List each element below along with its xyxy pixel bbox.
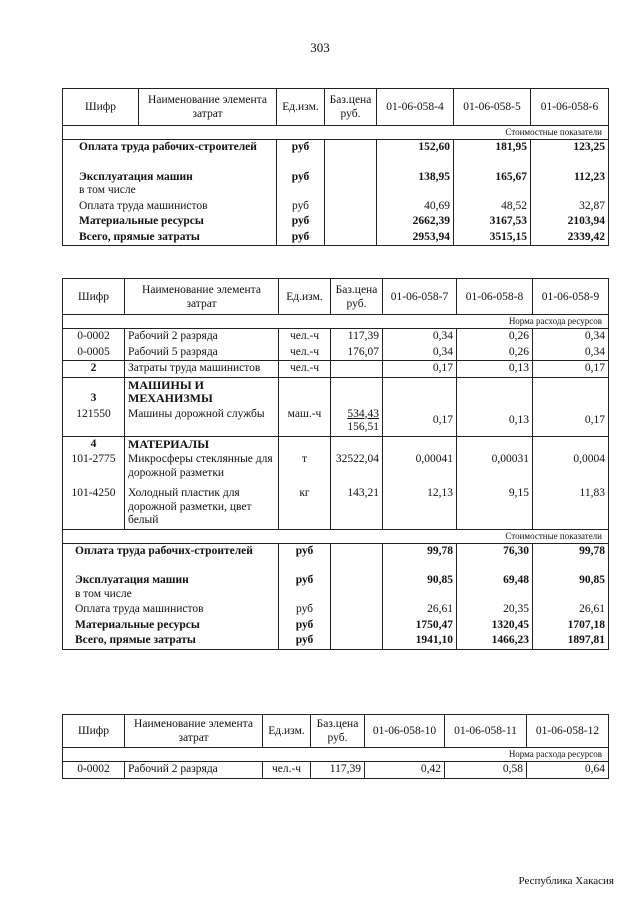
row-price: 117,39 bbox=[331, 329, 383, 345]
row-value: 90,85 bbox=[533, 573, 609, 602]
table-row bbox=[63, 486, 609, 529]
header-col-1: 01-06-058-10 bbox=[365, 715, 445, 748]
section-label-cost: Стоимостные показатели bbox=[63, 126, 609, 140]
row-name: Рабочий 5 разряда bbox=[125, 345, 279, 361]
row-value: 0,0004 bbox=[533, 452, 609, 486]
row-value: 99,78 bbox=[383, 543, 457, 573]
row-name: Эксплуатация машин bbox=[79, 170, 193, 183]
row-unit: руб bbox=[279, 543, 331, 573]
header-unit: Ед.изм. bbox=[277, 89, 325, 126]
row-value: 0,13 bbox=[457, 361, 533, 378]
section-label-norm: Норма расхода ресурсов bbox=[63, 748, 609, 762]
header-name: Наименование элемента затрат bbox=[125, 715, 263, 748]
row-value: 3167,53 bbox=[454, 214, 531, 230]
resource-table-3 bbox=[62, 714, 609, 779]
row-value: 9,15 bbox=[457, 486, 533, 529]
header-col-2: 01-06-058-5 bbox=[454, 89, 531, 126]
row-code: 101-2775 bbox=[63, 452, 125, 486]
row-unit: руб bbox=[279, 618, 331, 634]
table-row bbox=[63, 618, 609, 634]
row-name: Материальные ресурсы bbox=[63, 618, 279, 634]
row-price: 117,39 bbox=[311, 762, 365, 779]
row-value: 0,34 bbox=[383, 345, 457, 361]
row-value: 99,78 bbox=[533, 543, 609, 573]
row-price: 176,07 bbox=[331, 345, 383, 361]
row-name: Оплата труда рабочих-строителей bbox=[63, 140, 277, 170]
row-value: 2103,94 bbox=[531, 214, 609, 230]
table-row bbox=[63, 230, 609, 246]
page-number: 303 bbox=[310, 40, 330, 55]
row-value: 0,34 bbox=[533, 329, 609, 345]
row-value: 0,17 bbox=[533, 361, 609, 378]
row-name: Рабочий 2 разряда bbox=[125, 762, 263, 779]
row-value: 2953,94 bbox=[377, 230, 454, 246]
row-unit: руб bbox=[277, 170, 325, 199]
header-code: Шифр bbox=[63, 715, 125, 748]
row-value: 0,00041 bbox=[383, 452, 457, 486]
table-row bbox=[63, 170, 609, 199]
section-heading: МАШИНЫ И МЕХАНИЗМЫ bbox=[125, 377, 279, 407]
row-value: 0,34 bbox=[383, 329, 457, 345]
row-value: 0,17 bbox=[533, 407, 609, 437]
header-col-1: 01-06-058-7 bbox=[383, 279, 457, 315]
row-name: Материальные ресурсы bbox=[63, 214, 277, 230]
table-row bbox=[63, 199, 609, 215]
row-unit: руб bbox=[279, 602, 331, 618]
row-value: 2339,42 bbox=[531, 230, 609, 246]
header-col-2: 01-06-058-8 bbox=[457, 279, 533, 315]
header-name: Наименование элемента затрат bbox=[125, 279, 279, 315]
row-value: 1941,10 bbox=[383, 633, 457, 649]
table-row bbox=[63, 214, 609, 230]
row-name: Оплата труда рабочих-строителей bbox=[63, 543, 279, 573]
header-col-2: 01-06-058-11 bbox=[445, 715, 527, 748]
row-value: 0,34 bbox=[533, 345, 609, 361]
row-value: 26,61 bbox=[383, 602, 457, 618]
table-row bbox=[63, 361, 609, 378]
row-value: 181,95 bbox=[454, 140, 531, 170]
row-name: Холодный пластик для дорожной разметки, цвет белый bbox=[125, 486, 279, 529]
header-price: Баз.цена руб. bbox=[325, 89, 377, 126]
resource-table-2 bbox=[62, 278, 609, 650]
row-name: Эксплуатация машин bbox=[75, 574, 189, 586]
header-unit: Ед.изм. bbox=[263, 715, 311, 748]
header-col-1: 01-06-058-4 bbox=[377, 89, 454, 126]
row-value: 152,60 bbox=[377, 140, 454, 170]
row-value: 0,17 bbox=[383, 407, 457, 437]
table-row bbox=[63, 436, 609, 452]
table-row bbox=[63, 762, 609, 779]
row-name: Затраты труда машинистов bbox=[125, 361, 279, 378]
row-value: 112,23 bbox=[531, 170, 609, 199]
row-value: 48,52 bbox=[454, 199, 531, 215]
row-value: 69,48 bbox=[457, 573, 533, 602]
row-price: 32522,04 bbox=[331, 452, 383, 486]
row-name: Оплата труда машинистов bbox=[63, 602, 279, 618]
row-code: 0-0002 bbox=[63, 329, 125, 345]
row-unit: руб bbox=[279, 633, 331, 649]
header-name: Наименование элемента затрат bbox=[139, 89, 277, 126]
row-name: Всего, прямые затраты bbox=[63, 230, 277, 246]
row-code: 101-4250 bbox=[63, 486, 125, 529]
row-value: 1707,18 bbox=[533, 618, 609, 634]
row-price: 534,43 bbox=[347, 407, 379, 420]
row-unit: маш.-ч bbox=[279, 407, 331, 437]
table-row bbox=[63, 602, 609, 618]
header-price: Баз.цена руб. bbox=[331, 279, 383, 315]
row-value: 1466,23 bbox=[457, 633, 533, 649]
row-value: 32,87 bbox=[531, 199, 609, 215]
row-value: 26,61 bbox=[533, 602, 609, 618]
table-row bbox=[63, 407, 609, 437]
row-value: 0,26 bbox=[457, 345, 533, 361]
row-value: 3515,15 bbox=[454, 230, 531, 246]
row-unit: руб bbox=[277, 214, 325, 230]
header-code: Шифр bbox=[63, 279, 125, 315]
table-row bbox=[63, 573, 609, 602]
table-row bbox=[63, 633, 609, 649]
table-row bbox=[63, 543, 609, 573]
row-unit: чел.-ч bbox=[263, 762, 311, 779]
row-name: Всего, прямые затраты bbox=[63, 633, 279, 649]
row-unit: руб bbox=[277, 230, 325, 246]
table-row bbox=[63, 345, 609, 361]
row-unit: руб bbox=[277, 140, 325, 170]
row-value: 165,67 bbox=[454, 170, 531, 199]
row-unit: руб bbox=[279, 573, 331, 602]
row-unit: руб bbox=[277, 199, 325, 215]
row-subtitle: в том числе bbox=[79, 184, 136, 196]
header-unit: Ед.изм. bbox=[279, 279, 331, 315]
row-value: 0,26 bbox=[457, 329, 533, 345]
header-price: Баз.цена руб. bbox=[311, 715, 365, 748]
row-value: 1750,47 bbox=[383, 618, 457, 634]
table-row bbox=[63, 329, 609, 345]
row-value: 90,85 bbox=[383, 573, 457, 602]
row-value: 123,25 bbox=[531, 140, 609, 170]
row-code: 121550 bbox=[63, 407, 125, 437]
row-value: 0,64 bbox=[527, 762, 609, 779]
row-value: 40,69 bbox=[377, 199, 454, 215]
table-row bbox=[63, 377, 609, 407]
section-label-cost: Стоимостные показатели bbox=[63, 529, 609, 543]
row-name: Рабочий 2 разряда bbox=[125, 329, 279, 345]
row-unit: т bbox=[279, 452, 331, 486]
row-value: 76,30 bbox=[457, 543, 533, 573]
row-value: 2662,39 bbox=[377, 214, 454, 230]
section-label-norm: Норма расхода ресурсов bbox=[63, 315, 609, 329]
row-subtitle: в том числе bbox=[75, 587, 132, 600]
section-heading: МАТЕРИАЛЫ bbox=[125, 436, 279, 452]
row-unit: чел.-ч bbox=[279, 361, 331, 378]
row-price: 143,21 bbox=[331, 486, 383, 529]
footer-region: Республика Хакасия bbox=[518, 875, 614, 887]
row-value: 11,83 bbox=[533, 486, 609, 529]
row-code: 4 bbox=[63, 436, 125, 452]
row-price-secondary: 156,51 bbox=[347, 421, 379, 433]
header-col-3: 01-06-058-6 bbox=[531, 89, 609, 126]
header-col-3: 01-06-058-12 bbox=[527, 715, 609, 748]
row-code: 2 bbox=[63, 361, 125, 378]
row-name: Машины дорожной службы bbox=[125, 407, 279, 437]
header-code: Шифр bbox=[63, 89, 139, 126]
row-value: 138,95 bbox=[377, 170, 454, 199]
row-value: 0,42 bbox=[365, 762, 445, 779]
row-value: 12,13 bbox=[383, 486, 457, 529]
row-name: Микросферы стеклянные для дорожной разметки bbox=[125, 452, 279, 486]
row-unit: кг bbox=[279, 486, 331, 529]
row-value: 0,13 bbox=[457, 407, 533, 437]
row-value: 1897,81 bbox=[533, 633, 609, 649]
row-unit: чел.-ч bbox=[279, 345, 331, 361]
table-row bbox=[63, 140, 609, 170]
cost-table-1 bbox=[62, 88, 609, 246]
row-name: Оплата труда машинистов bbox=[63, 199, 277, 215]
row-value: 0,17 bbox=[383, 361, 457, 378]
row-unit: чел.-ч bbox=[279, 329, 331, 345]
row-value: 0,58 bbox=[445, 762, 527, 779]
row-value: 1320,45 bbox=[457, 618, 533, 634]
header-col-3: 01-06-058-9 bbox=[533, 279, 609, 315]
row-value: 20,35 bbox=[457, 602, 533, 618]
table-row bbox=[63, 452, 609, 486]
row-code: 0-0002 bbox=[63, 762, 125, 779]
row-code: 3 bbox=[63, 377, 125, 407]
row-value: 0,00031 bbox=[457, 452, 533, 486]
row-code: 0-0005 bbox=[63, 345, 125, 361]
